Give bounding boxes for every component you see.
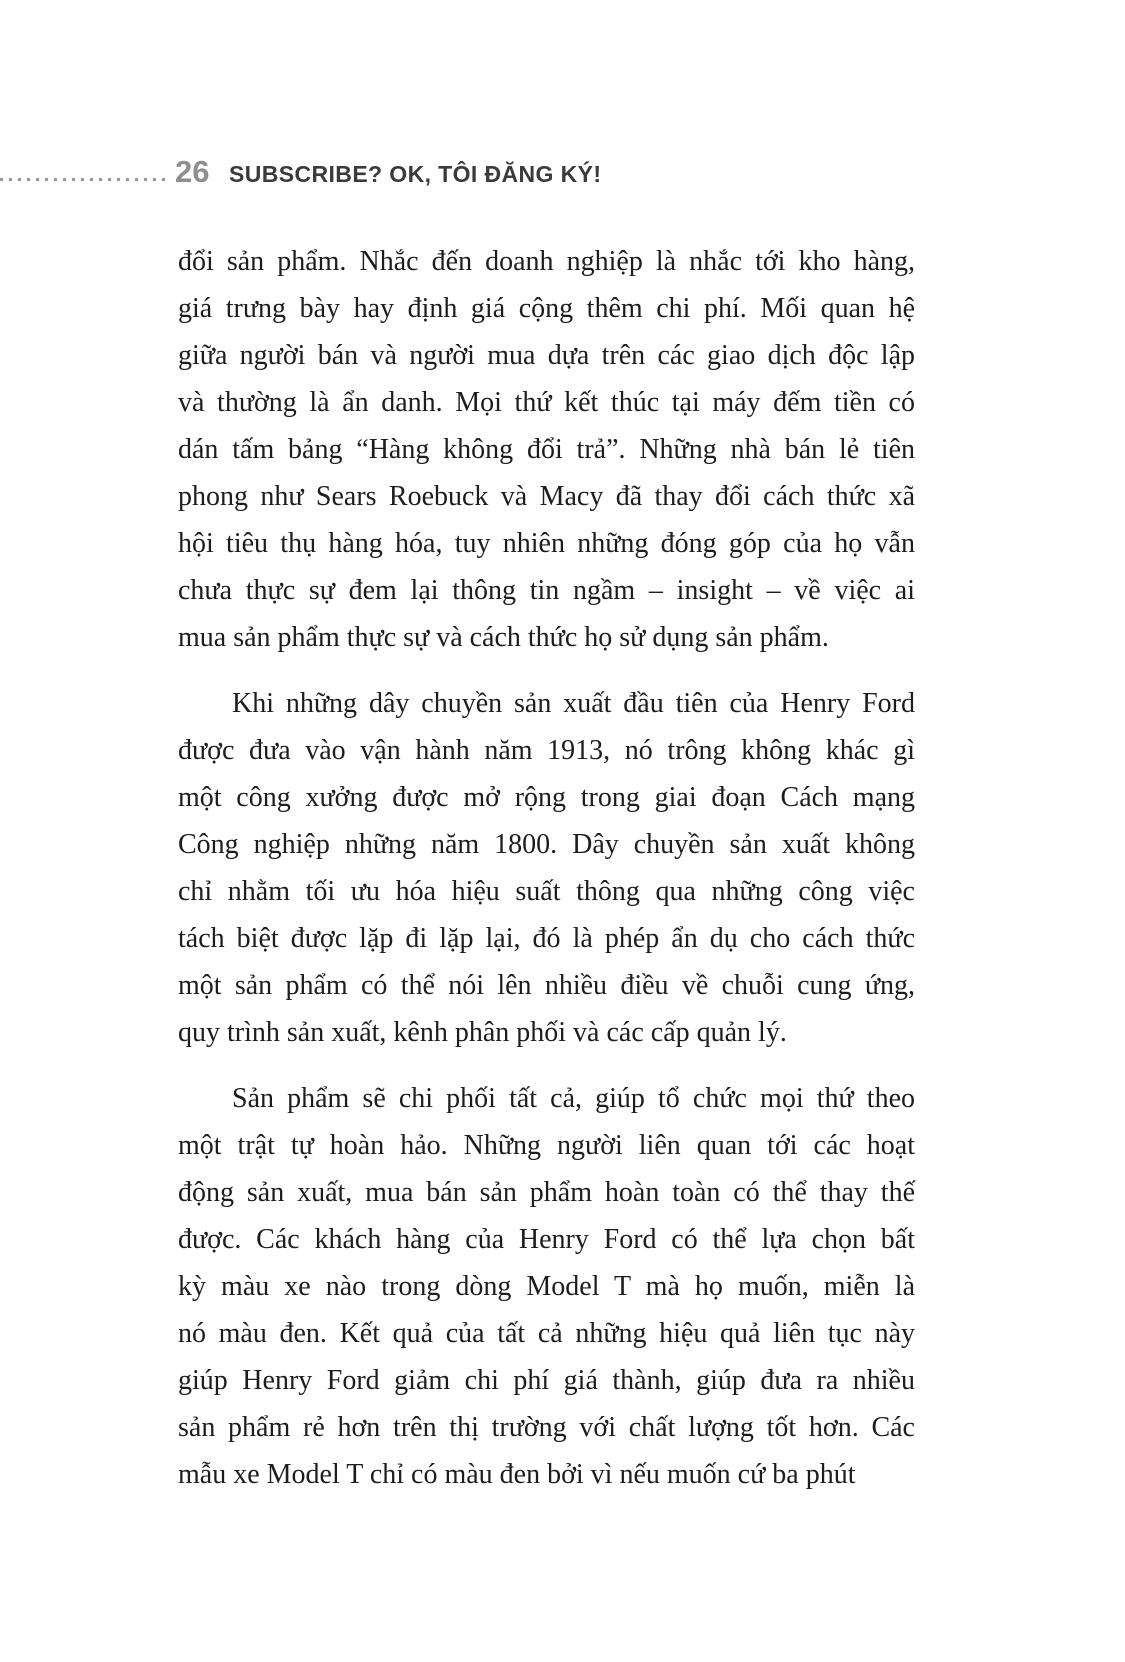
text-line: Công nghiệp những năm 1800. Dây chuyền sản xuất không xyxy=(178,829,915,860)
text-line: dán tấm bảng “Hàng không đổi trả”. Những nhà bán lẻ tiên xyxy=(178,434,915,465)
text-line: chỉ nhằm tối ưu hóa hiệu suất thông qua những công việc xyxy=(178,876,915,907)
text-line: động sản xuất, mua bán sản phẩm hoàn toàn có thể thay thế xyxy=(178,1177,915,1208)
text-line: giữa người bán và người mua dựa trên các giao dịch độc lập xyxy=(178,340,915,371)
text-line: giúp Henry Ford giảm chi phí giá thành, giúp đưa ra nhiều xyxy=(178,1365,915,1396)
text-line: tách biệt được lặp đi lặp lại, đó là phép ẩn dụ cho cách thức xyxy=(178,923,915,954)
text-line: phong như Sears Roebuck và Macy đã thay đổi cách thức xã xyxy=(178,481,915,512)
text-line: đổi sản phẩm. Nhắc đến doanh nghiệp là nhắc tới kho hàng, xyxy=(178,246,915,277)
text-line: chưa thực sự đem lại thông tin ngầm – insight – về việc ai xyxy=(178,575,915,606)
text-line: một sản phẩm có thể nói lên nhiều điều về chuỗi cung ứng, xyxy=(178,970,915,1001)
body-text xyxy=(178,238,915,1498)
text-line: giá trưng bày hay định giá cộng thêm chi phí. Mối quan hệ xyxy=(178,293,915,324)
paragraph-2 xyxy=(178,680,915,1056)
chapter-title: SUBSCRIBE? OK, TÔI ĐĂNG KÝ! xyxy=(229,161,602,187)
text-line: quy trình sản xuất, kênh phân phối và các cấp quản lý. xyxy=(178,1017,787,1048)
text-line: mẫu xe Model T chỉ có màu đen bởi vì nếu muốn cứ ba phút xyxy=(178,1459,856,1490)
text-line: hội tiêu thụ hàng hóa, tuy nhiên những đóng góp của họ vẫn xyxy=(178,528,915,559)
text-line: được. Các khách hàng của Henry Ford có thể lựa chọn bất xyxy=(178,1224,915,1255)
text-line: Khi những dây chuyền sản xuất đầu tiên của Henry Ford xyxy=(232,688,915,719)
text-line: Sản phẩm sẽ chi phối tất cả, giúp tổ chức mọi thứ theo xyxy=(232,1083,915,1114)
paragraph-1 xyxy=(178,238,915,661)
page-number: 26 xyxy=(175,154,210,189)
paragraph-3 xyxy=(178,1075,915,1498)
text-line: và thường là ẩn danh. Mọi thứ kết thúc tại máy đếm tiền có xyxy=(178,387,915,418)
text-line: nó màu đen. Kết quả của tất cả những hiệu quả liên tục này xyxy=(178,1318,915,1349)
text-line: mua sản phẩm thực sự và cách thức họ sử dụng sản phẩm. xyxy=(178,622,829,653)
dotted-leader xyxy=(0,178,170,181)
text-line: sản phẩm rẻ hơn trên thị trường với chất lượng tốt hơn. Các xyxy=(178,1412,915,1443)
text-line: một trật tự hoàn hảo. Những người liên quan tới các hoạt xyxy=(178,1130,915,1161)
text-line: kỳ màu xe nào trong dòng Model T mà họ muốn, miễn là xyxy=(178,1271,915,1302)
text-line: một công xưởng được mở rộng trong giai đoạn Cách mạng xyxy=(178,782,915,813)
text-line: được đưa vào vận hành năm 1913, nó trông không khác gì xyxy=(178,735,915,766)
